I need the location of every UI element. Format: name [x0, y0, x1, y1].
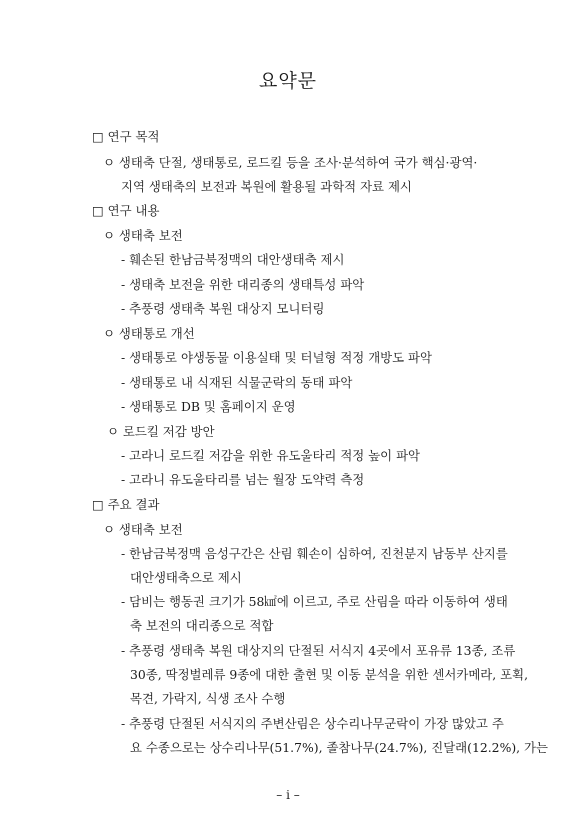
sub-heading: ㅇ 로드킬 저감 방안 — [107, 424, 215, 439]
sub-heading: ㅇ 생태통로 개선 — [103, 326, 195, 341]
sub-heading: ㅇ 생태축 보전 — [103, 228, 183, 243]
bullet-item: - 담비는 행동권 크기가 58㎢에 이르고, 주로 산림을 따라 이동하여 생태 — [121, 594, 508, 609]
bullet-item: - 추풍령 생태축 복원 대상지의 단절된 서식지 4곳에서 포유류 13종, 조류 — [121, 643, 516, 658]
bullet-item: - 추풍령 생태축 복원 대상지 모니터링 — [121, 301, 325, 316]
section-heading-content: □ 연구 내용 — [92, 203, 160, 218]
bullet-item: - 생태축 보전을 위한 대리종의 생태특성 파악 — [121, 277, 365, 292]
bullet-item: - 생태통로 DB 및 홈페이지 운영 — [121, 399, 296, 414]
bullet-continuation: 목견, 가락지, 식생 조사 수행 — [130, 691, 286, 706]
bullet-continuation: 30종, 딱정벌레류 9종에 대한 출현 및 이동 분석을 위한 센서카메라, 포획, — [130, 667, 529, 682]
sub-item-continuation: 지역 생태축의 보전과 복원에 활용될 과학적 자료 제시 — [121, 179, 412, 194]
sub-heading: ㅇ 생태축 보전 — [103, 522, 183, 537]
page-title: 요약문 — [258, 70, 318, 92]
bullet-item: - 생태통로 야생동물 이용실태 및 터널형 적정 개방도 파악 — [121, 350, 432, 365]
bullet-continuation: 대안생태축으로 제시 — [130, 570, 242, 585]
bullet-continuation: 요 수종으로는 상수리나무(51.7%), 졸참나무(24.7%), 진달래(12.2%), 가는 — [130, 740, 548, 755]
bullet-item: - 추풍령 단절된 서식지의 주변산림은 상수리나무군락이 가장 많았고 주 — [121, 716, 504, 731]
bullet-item: - 훼손된 한남금북정맥의 대안생태축 제시 — [121, 252, 345, 267]
bullet-item: - 고라니 로드킬 저감을 위한 유도울타리 적정 높이 파악 — [121, 448, 421, 463]
bullet-continuation: 축 보전의 대리종으로 적합 — [130, 618, 274, 633]
bullet-item: - 고라니 유도울타리를 넘는 월장 도약력 측정 — [121, 472, 365, 487]
bullet-item: - 한남금북정맥 음성구간은 산림 훼손이 심하여, 진천분지 남동부 산지를 — [121, 546, 508, 561]
section-heading-purpose: □ 연구 목적 — [92, 129, 160, 144]
section-heading-results: □ 주요 결과 — [92, 497, 160, 512]
bullet-item: - 생태통로 내 식재된 식물군락의 동태 파악 — [121, 375, 353, 390]
page-number: – i – — [276, 788, 300, 802]
sub-item: ㅇ 생태축 단절, 생태통로, 로드킬 등을 조사·분석하여 국가 핵심·광역· — [103, 155, 478, 170]
